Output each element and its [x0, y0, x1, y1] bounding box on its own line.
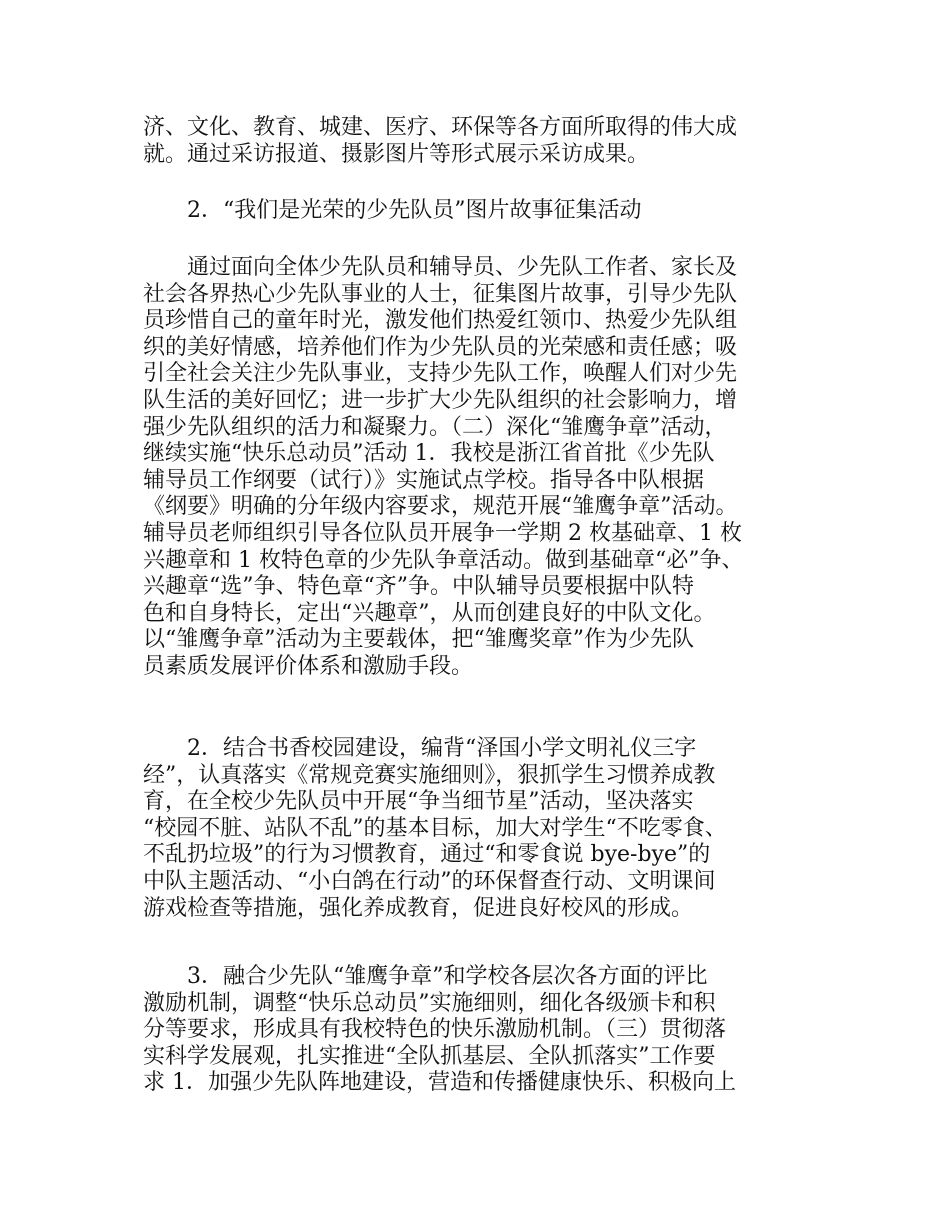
- text-line: 《纲要》明确的分年级内容要求，规范开展“雏鹰争章”活动。: [143, 494, 738, 520]
- text-line: “校园不脏、站队不乱”的基本目标，加大对学生“不吃零食、: [143, 815, 727, 841]
- text-line: 通过面向全体少先队员和辅导员、少先队工作者、家长及: [187, 255, 738, 280]
- text-line: 3．融合少先队“雏鹰争章”和学校各层次各方面的评比: [187, 964, 708, 989]
- text-line: 继续实施“快乐总动员”活动 1．我校是浙江省首批《少先队: [143, 441, 715, 467]
- text-line: 织的美好情感，培养他们作为少先队员的光荣感和责任感；吸: [143, 334, 738, 360]
- text-line: 辅导员工作纲要（试行）》实施试点学校。指导各中队根据: [143, 467, 705, 493]
- heading-line: 2．“我们是光荣的少先队员”图片故事征集活动: [187, 198, 642, 223]
- text-line: 中队主题活动、“小白鸽在行动”的环保督查行动、文明课间: [143, 868, 716, 894]
- text-line: 色和自身特长，定出“兴趣章”，从而创建良好的中队文化。: [143, 600, 716, 626]
- text-line: 兴趣章“选”争、特色章“齐”争。中队辅导员要根据中队特: [143, 574, 694, 600]
- text-line: 游戏检查等措施，强化养成教育，促进良好校风的形成。: [143, 895, 694, 921]
- text-line: 经”，认真落实《常规竞赛实施细则》，狠抓学生习惯养成教: [143, 762, 716, 788]
- text-line: 引全社会关注少先队事业，支持少先队工作，唤醒人们对少先: [143, 361, 738, 387]
- text-line: 济、文化、教育、城建、医疗、环保等各方面所取得的伟大成: [143, 115, 738, 140]
- text-line: 强少先队组织的活力和凝聚力。（二）深化“雏鹰争章”活动，: [143, 414, 727, 440]
- section-heading: [143, 198, 823, 225]
- text-line: 员珍惜自己的童年时光，激发他们热爱红领巾、热爱少先队组: [143, 308, 738, 334]
- text-line: 就。通过采访报道、摄影图片等形式展示采访成果。: [143, 141, 650, 167]
- text-line: 育，在全校少先队员中开展“争当细节星”活动，坚决落实: [143, 789, 694, 815]
- paragraph-incentive: [143, 964, 823, 1097]
- text-line: 以“雏鹰争章”活动为主要载体，把“雏鹰奖章”作为少先队: [143, 627, 694, 653]
- text-line: 员素质发展评价体系和激励手段。: [143, 653, 474, 679]
- text-line: 求 1．加强少先队阵地建设，营造和传播健康快乐、积极向上: [143, 1070, 736, 1096]
- text-line: 队生活的美好回忆；进一步扩大少先队组织的社会影响力，增: [143, 387, 738, 413]
- paragraph-picture-story: [143, 255, 823, 681]
- text-line: 实科学发展观，扎实推进“全队抓基层、全队抓落实”工作要: [143, 1043, 716, 1069]
- text-line: 社会各界热心少先队事业的人士，征集图片故事，引导少先队: [143, 281, 738, 307]
- text-line: 辅导员老师组织引导各位队员开展争一学期 2 枚基础章、1 枚: [143, 520, 742, 546]
- text-line: 不乱扔垃圾”的行为习惯教育，通过“和零食说 bye-bye”的: [143, 842, 711, 868]
- text-line: 激励机制，调整“快乐总动员”实施细则，细化各级颁卡和积: [143, 990, 716, 1016]
- text-line: 分等要求，形成具有我校特色的快乐激励机制。（三）贯彻落: [143, 1017, 727, 1043]
- paragraph-etiquette: [143, 736, 823, 922]
- text-line: 兴趣章和 1 枚特色章的少先队争章活动。做到基础章“必”争、: [143, 547, 744, 573]
- paragraph-continuation: [143, 115, 823, 168]
- text-line: 2．结合书香校园建设，编背“泽国小学文明礼仪三字: [187, 736, 697, 761]
